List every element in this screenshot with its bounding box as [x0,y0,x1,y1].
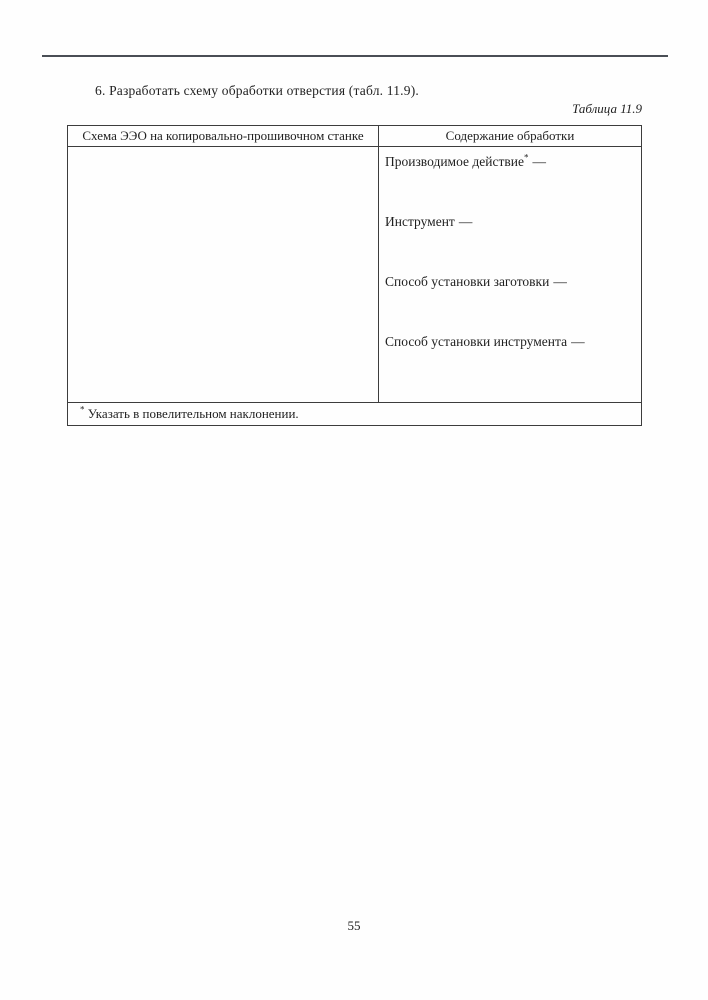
fill-item-workpiece-setup [385,273,637,290]
blank-dash: — [553,274,567,289]
fill-item-label: Способ установки инструмента [385,334,568,349]
table-body-row [68,147,641,403]
instruction-text: 6. Разработать схему обработки отверстия (табл. 11.9). [95,83,419,98]
footnote-text: Указать в повелительном наклонении. [84,406,299,421]
footnote-ref-asterisk: * [523,152,529,163]
table-caption: Таблица 11.9 [572,101,642,116]
scheme-drawing-area [68,147,379,402]
blank-dash: — [458,214,473,229]
fill-item-tool-setup [385,333,637,350]
worksheet-table [67,125,642,426]
footnote-asterisk: * [80,404,85,415]
blank-dash: — [571,334,585,349]
blank-dash: — [532,154,546,169]
table-footnote-row [68,403,641,425]
table-header-content: Содержание обработки [445,128,575,143]
fill-item-label: Инструмент [385,214,455,229]
fill-item-label: Способ установки заготовки [385,274,550,289]
fill-item-action [385,153,637,170]
page-number: 55 [347,918,361,933]
fill-item-label: Производимое действие [385,154,524,169]
footnote [68,403,299,425]
content-cell [379,147,641,402]
header-rule [42,55,668,57]
table-header-scheme: Схема ЭЭО на копировально-прошивочном станке [68,126,379,146]
table-header-row [68,126,641,147]
fill-item-tool [385,213,637,230]
